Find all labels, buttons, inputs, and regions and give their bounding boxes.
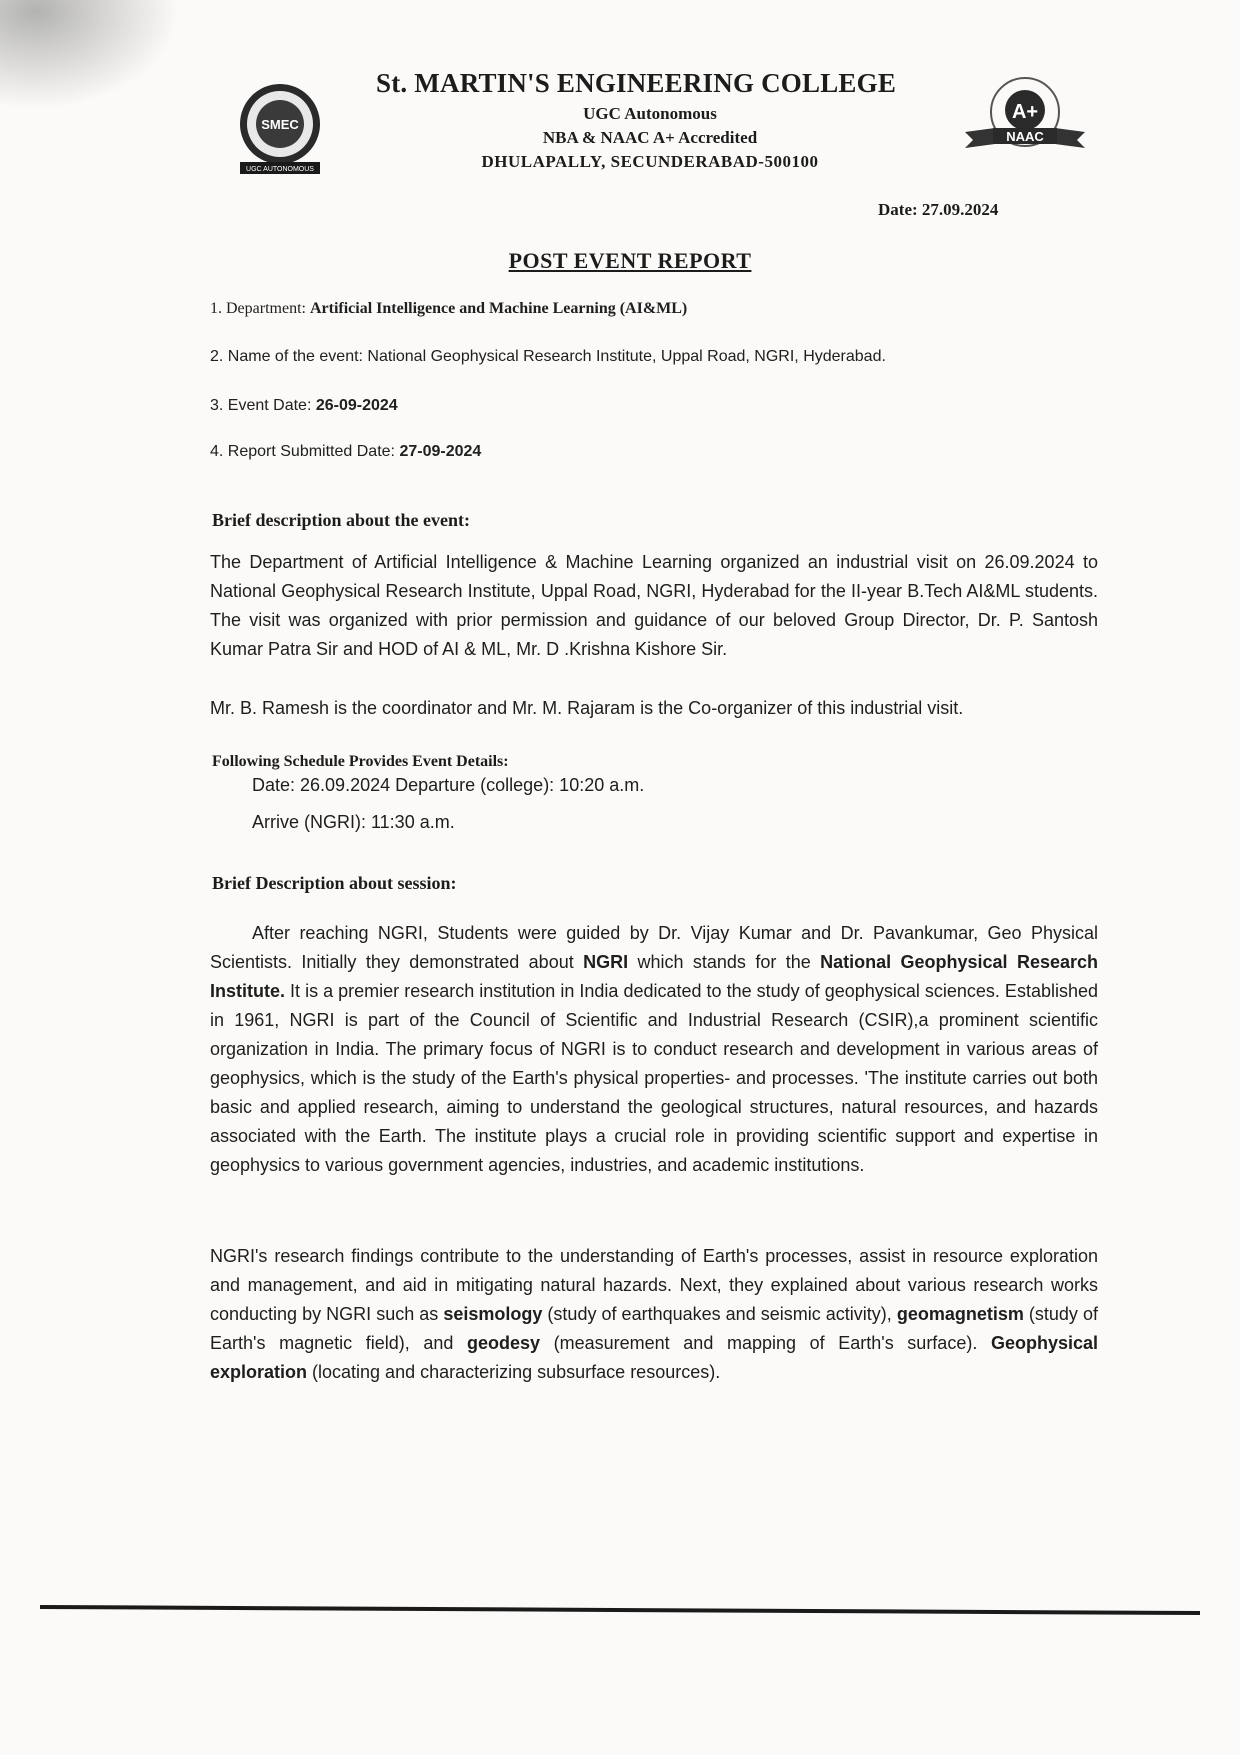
item-submitted-date (210, 443, 481, 461)
text-run: (measurement and mapping of Earth's surface). (540, 1333, 991, 1353)
header-accreditation: NBA & NAAC A+ Accredited (542, 128, 758, 147)
text-run-bold: Geophysical exploration (210, 1333, 1098, 1382)
text-run: (study of Earth's magnetic field), and (210, 1304, 1098, 1353)
item-value: National Geophysical Research Institute, Uppal Road, NGRI, Hyderabad. (367, 348, 886, 365)
schedule-arrival: Arrive (NGRI): 11:30 a.m. (252, 812, 455, 832)
schedule-heading: Following Schedule Provides Event Details: (212, 753, 509, 770)
naac-logo (955, 70, 1095, 165)
event-description-heading: Brief description about the event: (212, 510, 470, 530)
text-run-bold: seismology (443, 1304, 543, 1324)
text-run: After reaching NGRI, Students were guided by Dr. Vijay Kumar and Dr. Pavankumar, Geo Physical Scientists. Initially they demonstrated about (210, 923, 1098, 972)
item-label: 1. Department: (210, 300, 310, 317)
schedule-departure: Date: 26.09.2024 Departure (college): 10:20 a.m. (252, 775, 645, 795)
report-date: Date: 27.09.2024 (878, 200, 999, 219)
text-run: It is a premier research institution in India dedicated to the study of geophysical sciences. Established in 1961, NGRI is part of the Council of Scientific and Industrial Research (CSIR),a prominent scientific organization in India. The primary focus of NGRI is to conduct research and development in various areas of geophysics, which is the study of the Earth's physical properties- and processes. 'The institute carries out both basic and applied research, aiming to understand the geological structures, natural resources, and hazards associated with the Earth. The institute plays a crucial role in providing scientific support and expertise in geophysics to various government agencies, industries, and academic institutions. (210, 981, 1098, 1175)
item-value: 27-09-2024 (399, 443, 482, 460)
item-label: 2. Name of the event: (210, 348, 368, 365)
text-run-bold: geomagnetism (896, 1304, 1024, 1324)
text-run: (study of earthquakes and seismic activity), (542, 1304, 897, 1324)
text-run: (locating and characterizing subsurface resources). (307, 1362, 721, 1382)
college-logo (230, 78, 330, 178)
svg-text:SMEC: SMEC (261, 117, 299, 132)
report-title: POST EVENT REPORT (508, 248, 752, 273)
college-name: St. MARTIN'S ENGINEERING COLLEGE (376, 68, 897, 98)
session-paragraph-2 (210, 1242, 1098, 1387)
item-value: Artificial Intelligence and Machine Learning (AI&ML) (309, 300, 688, 317)
scan-shadow (0, 0, 180, 110)
item-event-name (210, 348, 886, 366)
session-paragraph-1 (210, 919, 1098, 1180)
text-run-bold: NGRI (583, 952, 629, 972)
item-event-date (210, 397, 398, 415)
svg-text:UGC AUTONOMOUS: UGC AUTONOMOUS (246, 166, 314, 173)
session-heading: Brief Description about session: (212, 873, 457, 893)
header-autonomous: UGC Autonomous (583, 104, 717, 123)
item-value: 26-09-2024 (315, 397, 398, 414)
text-run: NGRI's research findings contribute to the understanding of Earth's processes, assist in resource exploration and management, and aid in mitigating natural hazards. Next, they explained about various research works conducting by NGRI such as (210, 1246, 1098, 1324)
text-run-bold: National Geophysical Research Institute. (210, 952, 1098, 1001)
event-description-text: The Department of Artificial Intelligence & Machine Learning organized an industrial visit on 26.09.2024 to National Geophysical Research Institute, Uppal Road, NGRI, Hyderabad for the II-year B.Tech AI&ML students. The visit was organized with prior permission and guidance of our beloved Group Director, Dr. P. Santosh Kumar Patra Sir and HOD of AI & ML, Mr. D .Krishna Kishore Sir. (210, 552, 1098, 659)
item-label: 4. Report Submitted Date: (210, 443, 400, 460)
text-run-bold: geodesy (467, 1333, 541, 1353)
coordinator-text: Mr. B. Ramesh is the coordinator and Mr. M. Rajaram is the Co-organizer of this industrial visit. (210, 698, 964, 718)
footer-rule (40, 1605, 1200, 1615)
item-department (210, 300, 687, 318)
item-label: 3. Event Date: (210, 397, 316, 414)
header-address: DHULAPALLY, SECUNDERABAD-500100 (481, 152, 819, 171)
svg-text:NAAC: NAAC (1006, 129, 1044, 144)
text-run: which stands for the (628, 952, 821, 972)
svg-text:A+: A+ (1011, 101, 1039, 123)
